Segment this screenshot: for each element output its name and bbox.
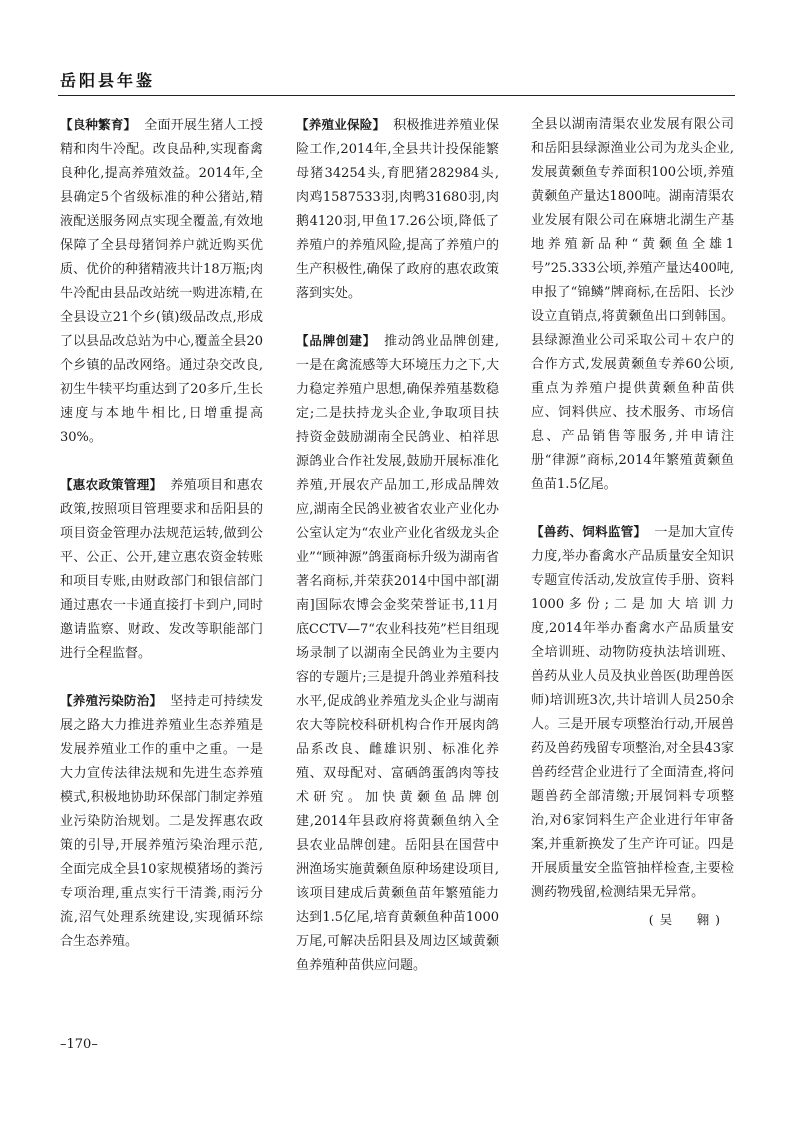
section-pollution (60, 689, 263, 954)
section-policy-paragraph (60, 473, 263, 666)
section-insurance (296, 113, 499, 306)
section-policy (60, 473, 263, 666)
section-brand (296, 329, 499, 978)
column-2 (296, 113, 499, 1001)
section-breeding-heading: 【良种繁育】 (60, 117, 137, 132)
section-brand-continued-paragraph: 全县以湖南清渠农业发展有限公司和岳阳县绿源渔业公司为龙头企业,发展黄颡鱼专养面积100公顷,养殖黄颡鱼产量达1800吨。湖南清渠农业发展有限公司在麻塘北湖生产基地养殖新品种“黄颡鱼全雄1号”25.333公顷,养殖产量达400吨,申报了“锦鳞”牌商标,在岳阳、长沙设立直销点,将黄颡鱼出口到韩国。县绿源渔业公司采取公司＋农户的合作方式,发展黄颡鱼专养60公顷,重点为养殖户提供黄颡鱼种苗供应、饲料供应、技术服务、市场信息、产品销售等服务,并申请注册“律源”商标,2014年繁殖黄颡鱼鱼苗1.5亿尾。 (531, 117, 734, 492)
header-rule (58, 95, 735, 96)
section-breeding (60, 113, 263, 450)
section-veterinary-body: 一是加大宣传力度,举办畜禽水产品质量安全知识专题宣传活动,发放宣传手册、资料1000多份;二是加大培训力度,2014年举办畜禽水产品质量安全培训班、动物防疫执法培训班、兽药从业人员及执业兽医(助理兽医师)培训班3次,共计培训人员250余人。三是开展专项整治行动,开展兽药及兽药残留专项整治,对全县43家兽药经营企业进行了全面清查,将问题兽药全部清缴;开展饲料专项整治,对6家饲料生产企业进行年审备案,并重新换发了生产许可证。四是开展质量安全监管抽样检查,主要检测药物残留,检测结果无异常。 (531, 525, 734, 900)
page-number: –170– (60, 1037, 98, 1052)
running-head-title: 岳阳县年鉴 (60, 71, 156, 90)
section-brand-paragraph (296, 329, 499, 978)
section-brand-continued (531, 113, 734, 497)
section-insurance-paragraph (296, 113, 499, 306)
column-1 (60, 113, 263, 977)
section-brand-heading: 【品牌创建】 (296, 333, 377, 348)
section-policy-body: 养殖项目和惠农政策,按照项目管理要求和岳阳县的项目资金管理办法规范运转,做到公平、公正、公开,建立惠农资金转账和项目专账,由财政部门和银信部门通过惠农一卡通直接打卡到户,同时邀请监察、财政、发改等职能部门进行全程监督。 (60, 478, 263, 661)
section-pollution-body: 坚持走可持续发展之路大力推进养殖业生态养殖是发展养殖业工作的重中之重。一是大力宣传法律法规和先进生态养殖模式,积极地协助环保部门制定养殖业污染防治规划。二是发挥惠农政策的引导,开展养殖污染治理示范,全面完成全县10家规模猪场的粪污专项治理,重点实行干清粪,雨污分流,沼气处理系统建设,实现循环综合生态养殖。 (60, 694, 263, 949)
section-pollution-heading: 【养殖污染防治】 (60, 693, 163, 708)
section-breeding-body: 全面开展生猪人工授精和肉牛冷配。改良品种,实现畜禽良种化,提高养殖效益。2014年,全县确定5个省级标准的种公猪站,精液配送服务网点实现全覆盖,有效地保障了全县母猪饲养户就近购买优质、优价的种猪精液共计18万瓶;肉牛冷配由县品改站统一购进冻精,在全县设立21个乡(镇)级品改点,形成了以县品改总站为中心,覆盖全县20个乡镇的品改网络。通过杂交改良,初生牛犊平均重达到了20多斤,生长速度与本地牛相比,日增重提高30%。 (60, 118, 263, 445)
section-veterinary (531, 520, 734, 932)
section-insurance-heading: 【养殖业保险】 (296, 117, 386, 132)
section-veterinary-paragraph (531, 520, 734, 905)
section-veterinary-heading: 【兽药、饲料监管】 (531, 524, 647, 539)
column-3 (531, 113, 734, 955)
section-insurance-body: 积极推进养殖业保险工作,2014年,全县共计投保能繁母猪34254头,育肥猪282984头,肉鸡1587533羽,肉鸭31680羽,肉鹅4120羽,甲鱼17.26公顷,降低了养殖户的养殖风险,提高了养殖户的生产积极性,确保了政府的惠农政策落到实处。 (296, 118, 499, 301)
section-policy-heading: 【惠农政策管理】 (60, 477, 163, 492)
author-credit: (吴 翱) (648, 912, 726, 927)
section-brand-body: 推动鸽业品牌创建,一是在禽流感等大环境压力之下,大力稳定养殖户思想,确保养殖基数稳定;二是扶持龙头企业,争取项目扶持资金鼓励湖南全民鸽业、柏祥思源鸽业合作社发展,鼓励开展标准化养殖,开展农产品加工,形成品牌效应,湖南全民鸽业被省农业产业化办公室认定为“农业产业化省级龙头企业”“顾神源”鸽蛋商标升级为湖南省著名商标,并荣获2014中国中部[湖南]国际农博会金奖荣誉证书,11月底CCTV—7“农业科技苑”栏目组现场录制了以湖南全民鸽业为主要内容的专题片;三是提升鸽业养殖科技水平,促成鸽业养殖龙头企业与湖南农大等院校科研机构合作开展肉鸽品系改良、雌雄识别、标准化养殖、双母配对、富硒鸽蛋鸽肉等技术研究。加快黄颡鱼品牌创建,2014年县政府将黄颡鱼纳入全县农业品牌创建。岳阳县在国营中洲渔场实施黄颡鱼原种场建设项目,该项目建成后黄颡鱼苗年繁殖能力达到1.5亿尾,培育黄颡鱼种苗1000万尾,可解决岳阳县及周边区域黄颡鱼养殖种苗供应问题。 (296, 334, 499, 973)
section-breeding-paragraph (60, 113, 263, 450)
section-pollution-paragraph (60, 689, 263, 954)
